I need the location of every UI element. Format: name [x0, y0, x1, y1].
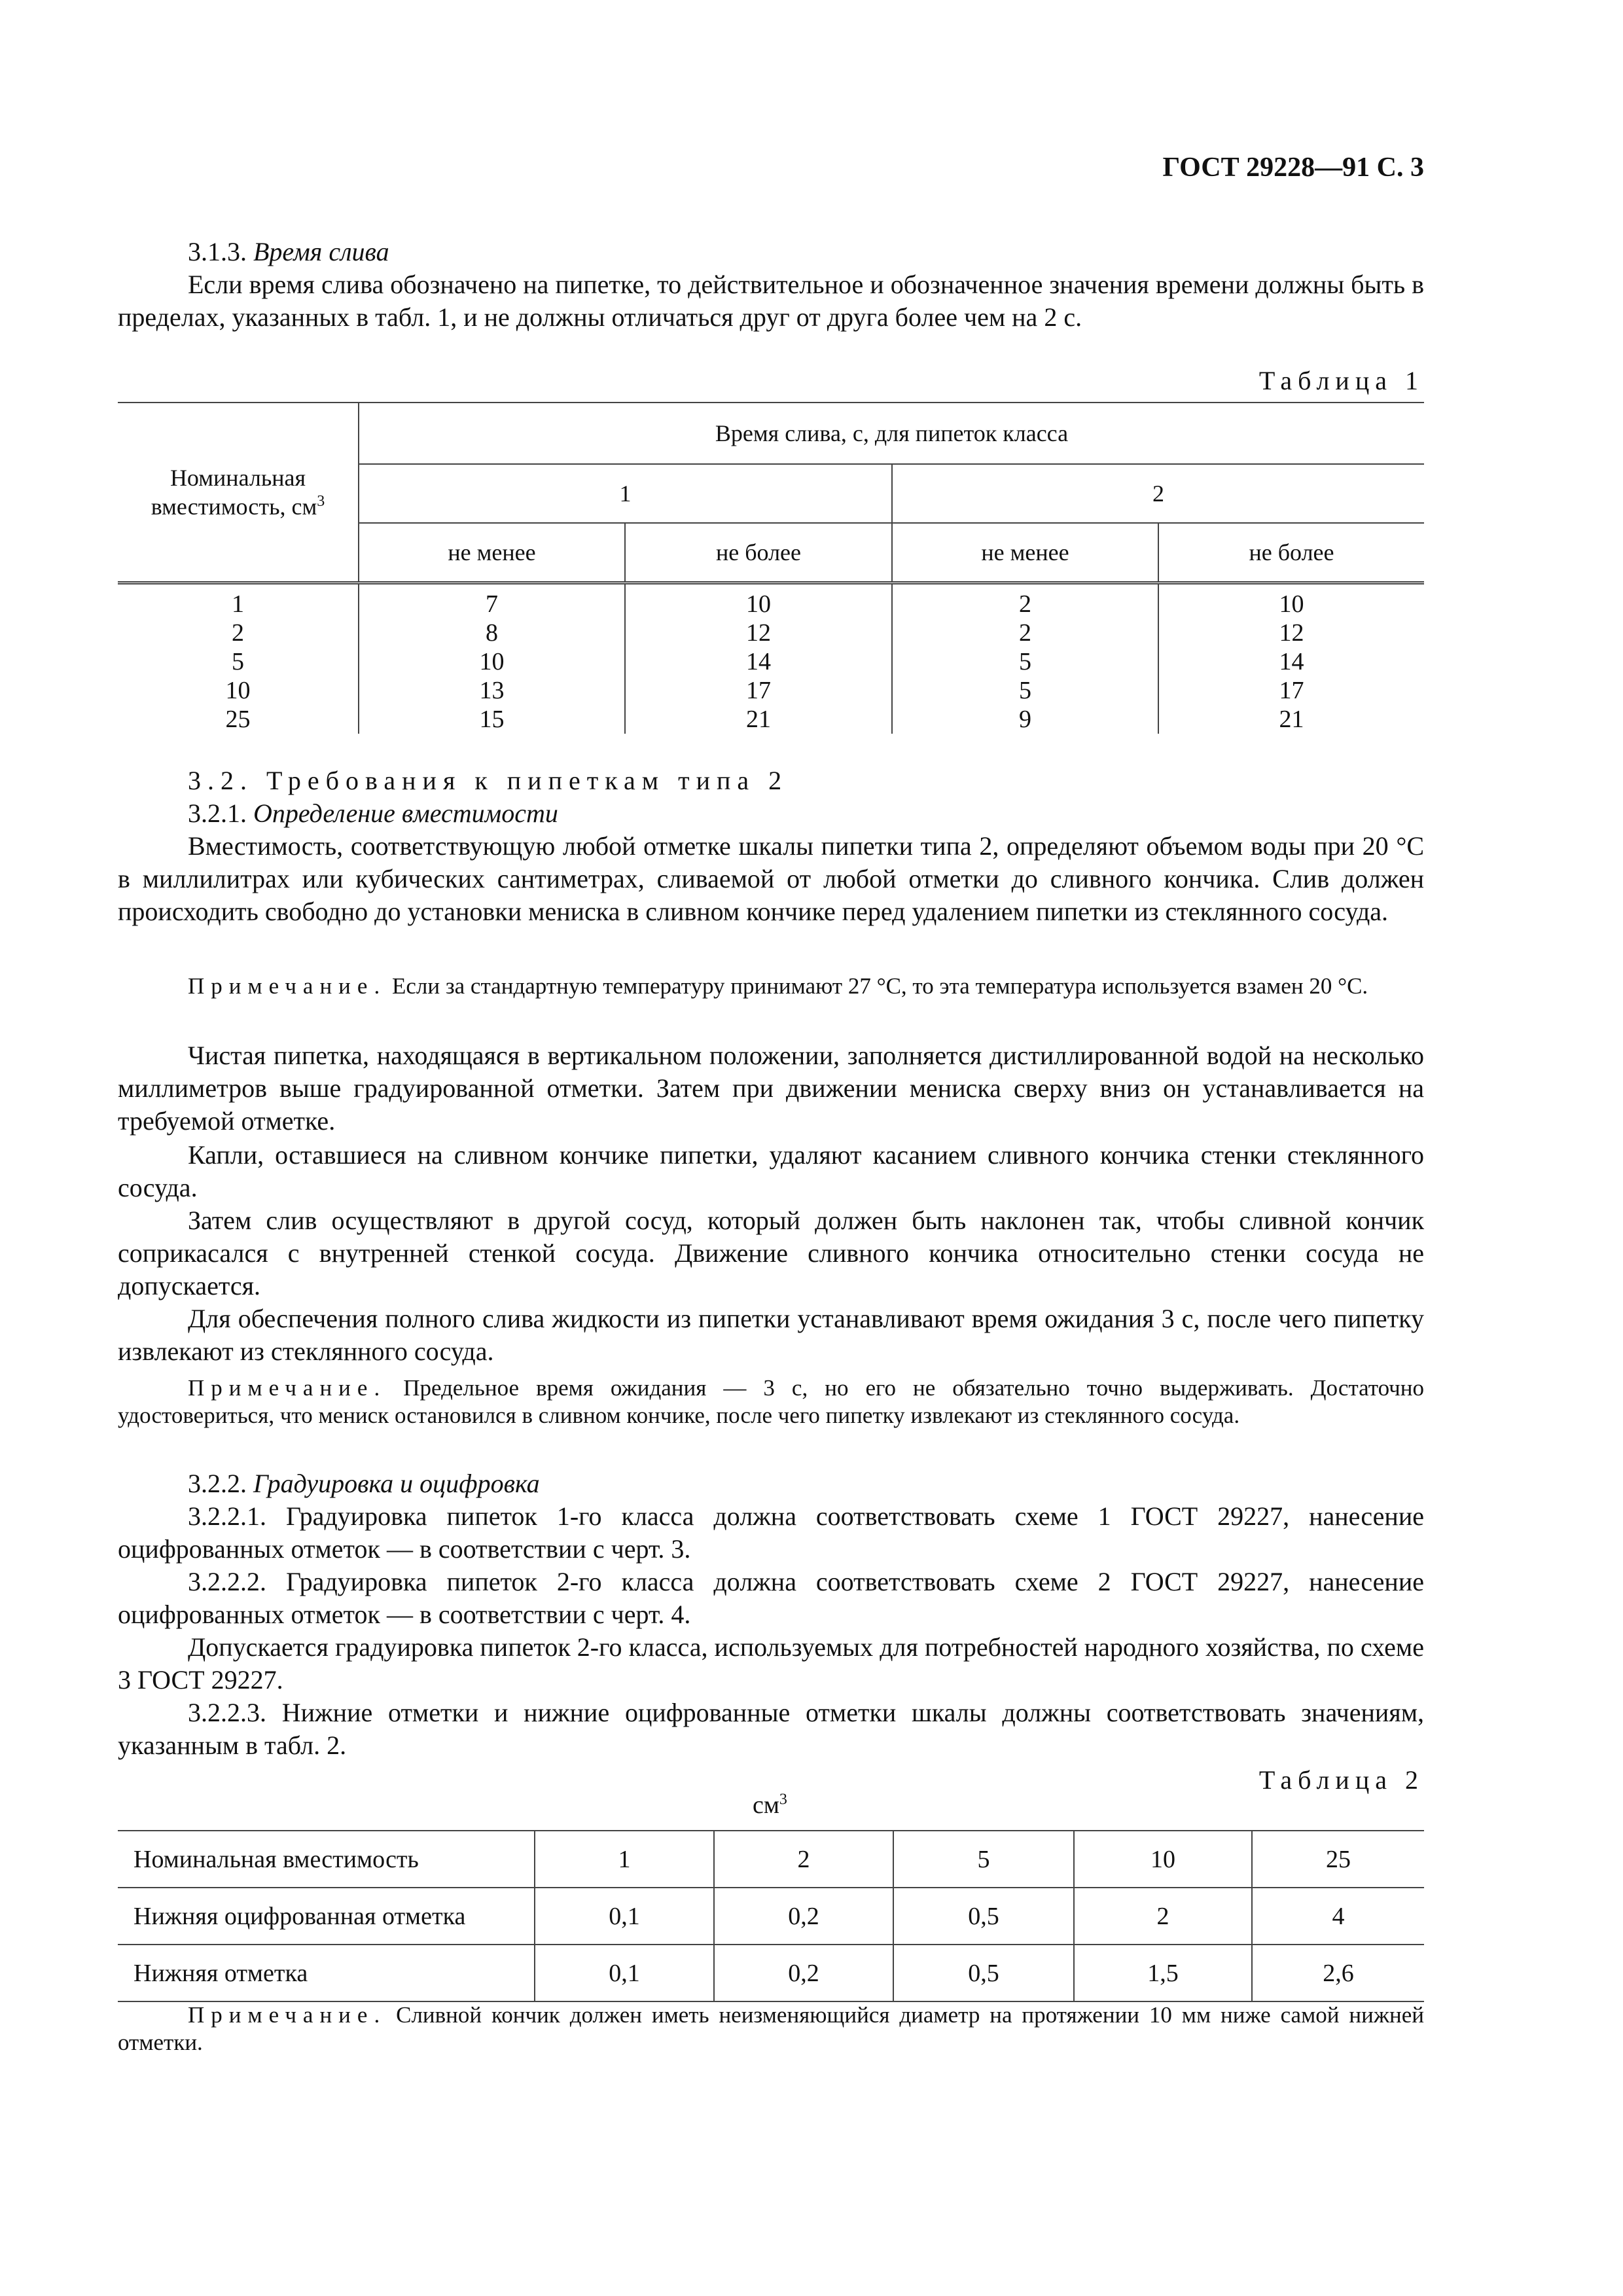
- paragraph-3-2-2-3: 3.2.2.3. Нижние отметки и нижние оцифрованные отметки шкалы должны соответствовать значениям, указанным в табл. 2.: [118, 1698, 1424, 1760]
- table-row: 5 10 14 5 14: [118, 647, 1424, 676]
- table-row: 1 7 10 2 10: [118, 590, 1424, 619]
- note-text: Сливной кончик должен иметь неизменяющийся диаметр на протяжении 10 мм ниже самой нижней отметки.: [118, 2002, 1424, 2055]
- table-1-subheader: не более: [625, 523, 892, 583]
- note-label: Примечание.: [188, 1375, 387, 1401]
- paragraph-full-drain: Для обеспечения полного слива жидкости из пипетки устанавливают время ожидания 3 с, после чего пипетку извлекают из стеклянного сосуда.: [118, 1304, 1424, 1366]
- section-3-2-1-heading: [118, 797, 1424, 830]
- table-1: [118, 402, 1424, 734]
- table-1-subheader: не менее: [892, 523, 1158, 583]
- table-row: 25 15 21 9 21: [118, 705, 1424, 734]
- table-1-header-capacity: Номинальная вместимость, $см^3$: [118, 403, 359, 583]
- note-1: [118, 973, 1424, 1000]
- paragraph-allowed-graduation: Допускается градуировка пипеток 2-го класса, используемых для потребностей народного хозяйства, по схеме 3 ГОСТ 29227.: [118, 1632, 1424, 1695]
- table-row: 2 8 12 2 12: [118, 619, 1424, 647]
- section-3-2-2-heading: [118, 1467, 1424, 1500]
- table-2-unit: $см^3$: [753, 1791, 787, 1819]
- paragraph-3-2-2-2: 3.2.2.2. Градуировка пипеток 2-го класса должна соответствовать схеме 2 ГОСТ 29227, нанесение оцифрованных отметок — в соответствии с черт. 4.: [118, 1567, 1424, 1629]
- table-2-caption: Таблица 2: [1258, 1765, 1424, 1795]
- table-row: Нижняя оцифрованная отметка 0,1 0,2 0,5 2 4: [118, 1888, 1424, 1945]
- table-row: Номинальная вместимость 1 2 5 10 25: [118, 1831, 1424, 1888]
- table-1-header-class-2: 2: [892, 464, 1424, 523]
- paragraph-3-2-2-1: 3.2.2.1. Градуировка пипеток 1-го класса должна соответствовать схеме 1 ГОСТ 29227, нанесение оцифрованных отметок — в соответствии с черт. 3.: [118, 1501, 1424, 1564]
- note-label: Примечание.: [188, 2002, 387, 2028]
- section-number: 3.1.3.: [188, 237, 247, 266]
- page-header: ГОСТ 29228—91 С. 3: [1162, 152, 1424, 183]
- paragraph-drain-time: Если время слива обозначено на пипетке, то действительное и обозначенное значения времени должны быть в пределах, указанных в табл. 1, и не должны отличаться друг от друга более чем на 2 с.: [118, 270, 1424, 332]
- section-number: 3.2.1.: [188, 798, 247, 828]
- table-1-header-group: Время слива, с, для пипеток класса: [359, 403, 1424, 464]
- table-1-caption: Таблица 1: [1258, 366, 1424, 395]
- section-3-2-heading: 3.2. Требования к пипеткам типа 2: [188, 766, 789, 795]
- paragraph-drops: Капли, оставшиеся на сливном кончике пипетки, удаляют касанием сливного кончика стенки стеклянного сосуда.: [118, 1140, 1424, 1202]
- section-number: 3.2.2.: [188, 1469, 247, 1498]
- table-row: Нижняя отметка 0,1 0,2 0,5 1,5 2,6: [118, 1945, 1424, 2001]
- section-3-1-3-heading: [118, 236, 1424, 268]
- note-label: Примечание.: [188, 973, 387, 999]
- note-text: Если за стандартную температуру принимают 27 °С, то эта температура используется взамен 20 °С.: [391, 973, 1368, 999]
- paragraph-clean-pipette: Чистая пипетка, находящаяся в вертикальном положении, заполняется дистиллированной водой на несколько миллиметров выше градуированной отметки. Затем при движении мениска сверху вниз он устанавливается на требуемой отметке.: [118, 1041, 1424, 1136]
- table-1-subheader: не менее: [359, 523, 625, 583]
- section-title: Градуировка и оцифровка: [253, 1469, 540, 1498]
- table-row: 10 13 17 5 17: [118, 676, 1424, 705]
- paragraph-drain-vessel: Затем слив осуществляют в другой сосуд, который должен быть наклонен так, чтобы сливной кончик соприкасался с внутренней стенкой сосуда. Движение сливного кончика относительно стенки сосуда не допускается.: [118, 1206, 1424, 1300]
- note-2: [118, 1374, 1424, 1429]
- note-3: [118, 2001, 1424, 2056]
- section-title: Определение вместимости: [253, 798, 558, 828]
- section-title: Время слива: [253, 237, 389, 266]
- table-2: [118, 1830, 1424, 2002]
- table-1-subheader: не более: [1158, 523, 1424, 583]
- note-text: Предельное время ожидания — 3 с, но его не обязательно точно выдерживать. Достаточно удостовериться, что мениск остановился в сливном кончике, после чего пипетку извлекают из стеклянного сосуда.: [118, 1375, 1424, 1428]
- paragraph-capacity: Вместимость, соответствующую любой отметке шкалы пипетки типа 2, определяют объемом воды при 20 °С в миллилитрах или кубических сантиметрах, сливаемой от любой отметки до сливного кончика. Слив должен происходить свободно до установки мениска в сливном кончике перед удалением пипетки из стеклянного сосуда.: [118, 831, 1424, 926]
- table-1-header-class-1: 1: [359, 464, 892, 523]
